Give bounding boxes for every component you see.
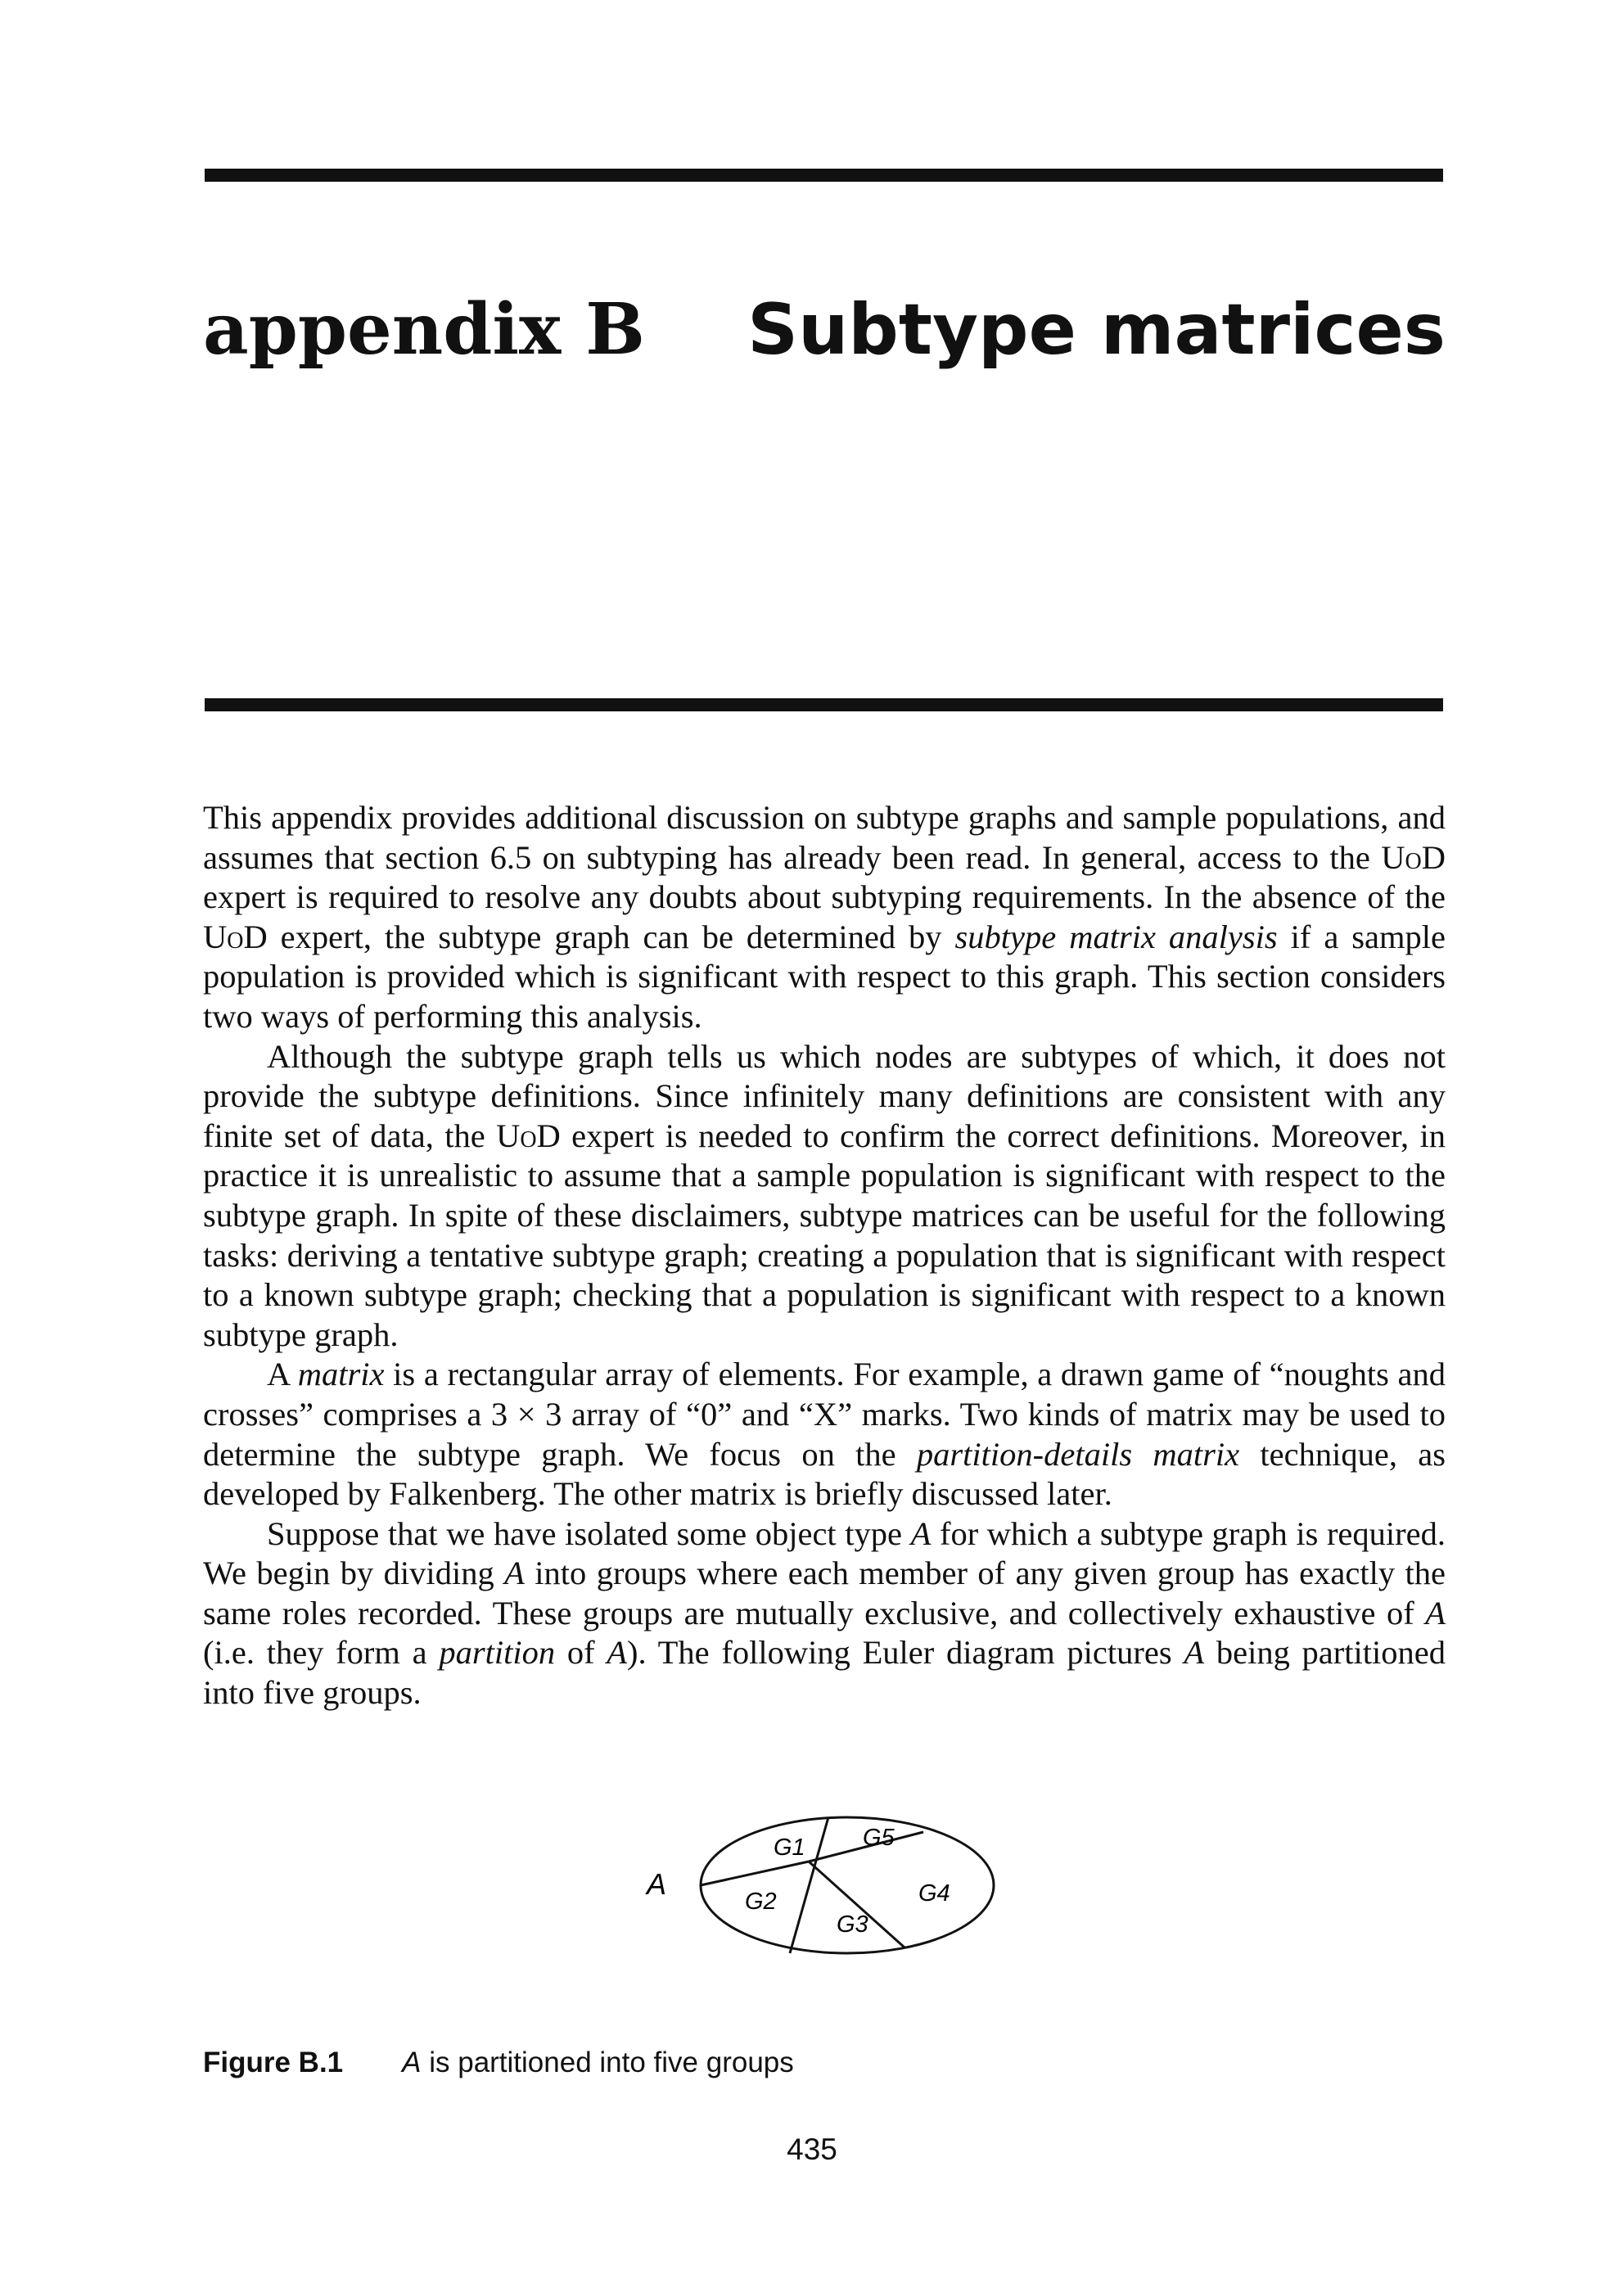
variable: A (910, 1514, 932, 1552)
variable: A (607, 1634, 628, 1672)
paragraph: Although the subtype graph tells us which nodes are subtypes of which, it does not provide the subtype definitions. Since infinitely many definitions are consistent with any finite set of data, the UoD expert is needed to confirm the correct definitions. Moreover, in practice it is unrealistic to assume that a sample population is significant with respect to the subtype graph. In spite of these disclaimers, subtype matrices can be useful for the following tasks: deriving a tentative subtype graph; creating a population that is significant with respect to a known subtype graph; checking that a population is significant with respect to a known subtype graph. (203, 1037, 1446, 1353)
paragraph: A matrix is a rectangular array of elements. For example, a drawn game of “noughts and crosses” comprises a 3 × 3 array of “0” and “X” marks. Two kinds of matrix may be used to determine the subtype graph. We focus on the partition-details matrix technique, as developed by Falkenberg. The other matrix is briefly discussed later. (203, 1356, 1446, 1513)
paragraph: This appendix provides additional discussion on subtype graphs and sample populations, and assumes that section 6.5 on subtyping has already been read. In general, access to the UoD expert is required to resolve any doubts about subtyping requirements. In the absence of the UoD expert, the subtype graph can be determined by subtype matrix analysis if a sample population is provided which is significant with respect to this graph. This section considers two ways of performing this analysis. (203, 799, 1446, 1035)
term: subtype matrix analysis (954, 918, 1278, 955)
caption-text: is partitioned into five groups (421, 2047, 794, 2078)
variable: A (1184, 1634, 1205, 1672)
body-text (203, 798, 1446, 1713)
group-label: G4 (918, 1880, 950, 1907)
euler-diagram (622, 1785, 1031, 1997)
chapter-label: appendix B (203, 288, 645, 371)
chapter-title: Subtype matrices (747, 289, 1446, 371)
group-label: G1 (774, 1834, 805, 1861)
partition-line (701, 1862, 809, 1885)
term: matrix (297, 1356, 385, 1393)
figure-caption (203, 2047, 794, 2079)
caption-label: Figure B.1 (203, 2047, 344, 2078)
term: partition-details matrix (916, 1435, 1240, 1473)
uod-abbr: UoD (1381, 838, 1446, 876)
page-number: 435 (787, 2132, 837, 2166)
variable: A (504, 1555, 525, 1592)
top-rule (205, 169, 1443, 182)
paragraph: Suppose that we have isolated some object type A for which a subtype graph is required. We begin by dividing A into groups where each member of any given group has exactly the same roles recorded. These groups are mutually exclusive, and collectively exhaustive of A (i.e. they form a partition of A). The following Euler diagram pictures A being partitioned into five groups. (203, 1514, 1446, 1712)
uod-abbr: UoD (203, 918, 268, 955)
group-label: G2 (745, 1889, 777, 1915)
group-label: G3 (837, 1911, 868, 1938)
term: partition (439, 1634, 556, 1672)
set-label: A (647, 1867, 667, 1901)
variable: A (1425, 1594, 1446, 1631)
section-rule (205, 698, 1443, 711)
uod-abbr: UoD (496, 1117, 561, 1154)
group-label: G5 (863, 1825, 895, 1851)
caption-variable: A (402, 2047, 422, 2078)
